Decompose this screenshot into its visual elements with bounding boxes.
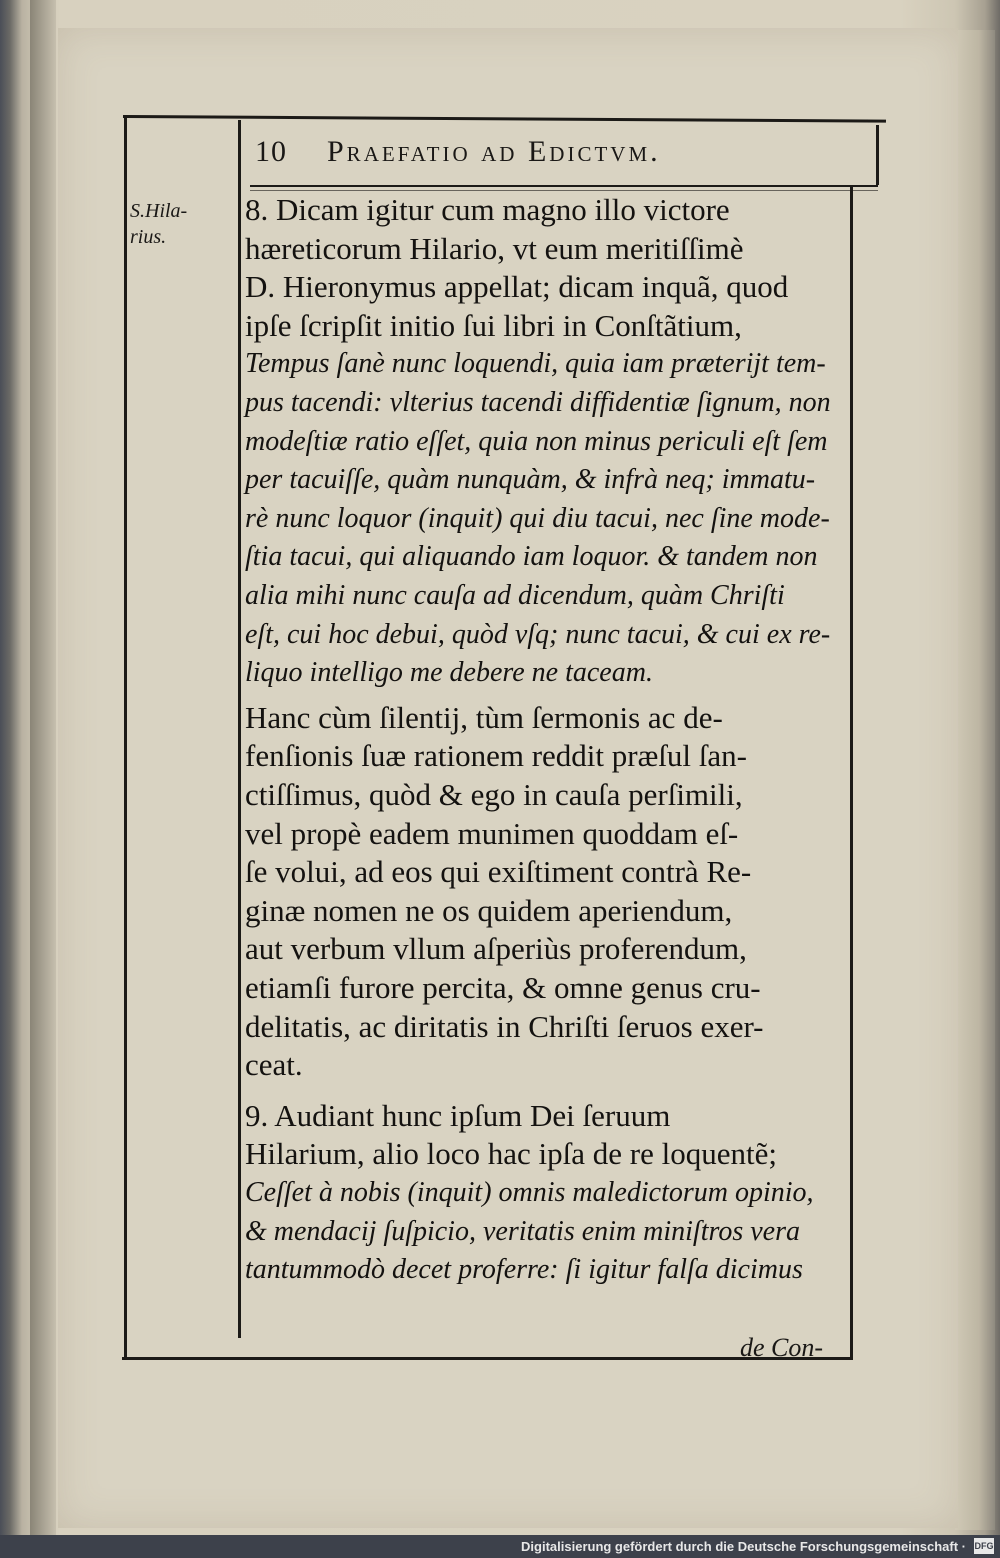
book-edge-right bbox=[955, 30, 995, 1530]
marginal-note bbox=[130, 198, 230, 250]
text-line: aut verbum vllum aſperiùs proferendum, bbox=[245, 931, 747, 967]
frame-right-top-rule bbox=[876, 125, 879, 185]
running-title: Praefatio ad Edictvm. bbox=[327, 135, 661, 168]
page-number: 10 bbox=[255, 135, 287, 168]
text-line: 8. Dicam igitur cum magno illo victore bbox=[245, 192, 730, 227]
frame-left-rule bbox=[124, 115, 127, 1360]
marginal-note-line: rius. bbox=[130, 226, 167, 248]
text-line: ceat. bbox=[245, 1047, 303, 1083]
text-line: ipſe ſcripſit initio ſui libri in Conſtãtium, bbox=[245, 307, 742, 343]
header-rule bbox=[250, 185, 878, 187]
text-line: per tacuiſſe, quàm nunquàm, & infrà neq; immatu- bbox=[245, 464, 816, 496]
funding-credit: Digitalisierung gefördert durch die Deutsche Forschungsgemeinschaft · bbox=[521, 1539, 966, 1554]
text-line: liquo intelligo me debere ne taceam. bbox=[245, 657, 653, 689]
text-line: ctiſſimus, quòd & ego in cauſa perſimili, bbox=[245, 777, 743, 812]
body-text bbox=[245, 190, 863, 1310]
book-edge-left bbox=[30, 0, 56, 1535]
text-line: ſe volui, ad eos qui exiſtiment contrà Re- bbox=[245, 854, 752, 890]
text-line: 9. Audiant hunc ipſum Dei ſeruum bbox=[245, 1097, 671, 1133]
text-line: & mendacij ſuſpicio, veritatis enim miniſtros vera bbox=[245, 1215, 800, 1247]
dfg-logo: DFG bbox=[974, 1538, 994, 1554]
margin-rule bbox=[238, 120, 241, 1338]
text-line: fenſionis ſuæ rationem reddit præſul ſan- bbox=[245, 738, 747, 774]
text-line: etiamſi furore percita, & omne genus cru- bbox=[245, 970, 761, 1005]
catchword: de Con- bbox=[740, 1333, 824, 1362]
text-line: D. Hieronymus appellat; dicam inquã, quod bbox=[245, 269, 789, 305]
text-line: Tempus ſanè nunc loquendi, quia iam præterijt tem- bbox=[245, 348, 826, 380]
text-line: vel propè eadem munimen quoddam eſ- bbox=[245, 815, 739, 851]
text-line: ſtia tacui, qui aliquando iam loquor. & tandem non bbox=[245, 541, 818, 573]
text-line: ginæ nomen ne os quidem aperiendum, bbox=[245, 892, 733, 928]
text-line: Hanc cùm ſilentij, tùm ſermonis ac de- bbox=[245, 699, 723, 735]
text-line: eſt, cui hoc debui, quòd vſq; nunc tacui, & cui ex re- bbox=[245, 618, 831, 650]
text-line: pus tacendi: vlterius tacendi diffidentiæ ſignum, non bbox=[245, 387, 831, 418]
text-line: alia mihi nunc cauſa ad dicendum, quàm Chriſti bbox=[245, 580, 785, 611]
text-line: Hilarium, alio loco hac ipſa de re loquentẽ; bbox=[245, 1136, 777, 1172]
marginal-note-line: S.Hila- bbox=[130, 200, 188, 222]
text-line: Ceſſet à nobis (inquit) omnis maledictorum opinio, bbox=[245, 1177, 814, 1208]
text-line: hæreticorum Hilario, vt eum meritiſſimè bbox=[245, 230, 744, 266]
text-line: tantummodò decet proferre: ſi igitur falſa dicimus bbox=[245, 1254, 803, 1286]
text-line: rè nunc loquor (inquit) qui diu tacui, nec ſine mode- bbox=[245, 502, 830, 534]
text-line: modeſtiæ ratio eſſet, quia non minus periculi eſt ſem bbox=[245, 425, 828, 457]
running-head bbox=[255, 135, 855, 175]
text-line: delitatis, ac diritatis in Chriſti ſeruos exer- bbox=[245, 1008, 764, 1044]
